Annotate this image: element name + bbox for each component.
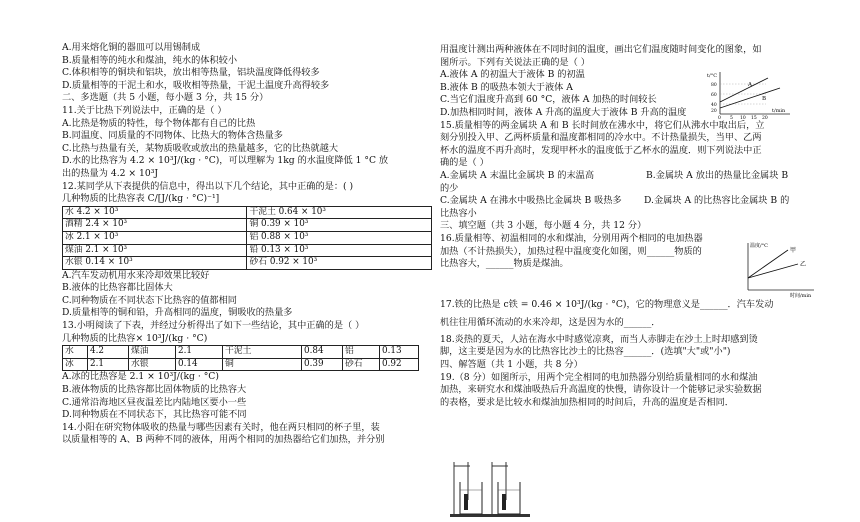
text-line: B.同温度、同质量的不同物体、比热大的物体含热量多 — [62, 130, 283, 142]
left-column — [62, 42, 432, 447]
series-a-line — [720, 78, 768, 102]
text-line: B.质量相等的纯水和煤油，纯水的体积较小 — [62, 54, 238, 66]
question-13: 13.小明阅读了下表，并经过分析得出了如下一些结论，其中正确的是（ ） — [62, 320, 365, 332]
text-line: D.加热相同时间，液体 A 升高的温度大于液体 B 升高的温度 — [440, 106, 687, 118]
text-line: D.质量相等的铜和铅，升高相同的温度，铜吸收的热量多 — [62, 307, 293, 319]
x-tick: 10 — [740, 116, 746, 121]
text-line: C.当它们温度升高到 60 °C，液体 A 加热的时间较长 — [440, 94, 657, 106]
table-cell: 0.92 — [380, 358, 419, 371]
table-row — [63, 257, 432, 270]
text-line: 图所示。下列有关说法正确的是（ ） — [440, 56, 590, 68]
option-row — [440, 195, 822, 208]
text-line: 确的是（ ） — [440, 157, 489, 169]
text-line: 比热容小 — [440, 207, 477, 219]
text-line: C.体积相等的铜块和铝块，放出相等热量，铝块温度降低得较多 — [62, 67, 320, 79]
text-line: B.液体的比热容都比固体大 — [62, 282, 173, 294]
section-heading: 四、解答题（共 1 小题，共 8 分） — [440, 359, 583, 371]
y-tick: 80 — [711, 83, 717, 88]
table-cell: 水银 — [129, 358, 176, 371]
question-12: 12.某同学从下表提供的信息中，得出以下几个结论，其中正确的是：( ) — [62, 180, 354, 192]
table-row — [63, 206, 432, 219]
y-axis-label: 温度/°C — [750, 243, 769, 249]
table-cell: 0.39 — [302, 358, 343, 371]
text-line: D.水的比热容为 4.2 × 10³J/(kg · °C)，可以理解为 1kg 的水温度降低 1 °C 放 — [62, 155, 389, 167]
table-caption: 几种物质的比热容表 C/[J/(kg · °C)⁻¹] — [62, 193, 220, 205]
table-cell: 水 4.2 × 10³ — [63, 206, 247, 219]
y-tick: 20 — [711, 109, 717, 114]
text-line: 的表格，要求是比较水和煤油加热相同的时间后，升高的温度是否相同． — [440, 396, 734, 408]
option-d: D.金属块 A 的比热容比金属块 B 的 — [644, 195, 790, 207]
table-row — [63, 346, 419, 359]
table-cell: 水 — [63, 346, 88, 359]
option-row — [440, 170, 822, 183]
series-yi-line — [748, 264, 798, 278]
series-jia-label: 甲 — [790, 247, 797, 254]
table-cell: 铝 0.88 × 10³ — [247, 231, 432, 244]
series-jia-line — [748, 250, 788, 278]
table-cell: 干泥土 — [223, 346, 302, 359]
table-cell: 铝 — [343, 346, 380, 359]
text-line: B.液体物质的比热容都比固体物质的比热容大 — [62, 384, 247, 396]
question-17: 17.铁的比热是 c铁 = 0.46 × 10³J/(kg · °C)，它的物理意义是______．汽车发动 — [440, 298, 774, 310]
question-19: 19.（8 分）如图所示，用两个完全相同的电加热器分别给质量相同的水和煤油 — [440, 371, 758, 383]
table-cell: 0.14 — [176, 358, 223, 371]
text-line: 杯水的温度不再升高时，发现甲杯水的温度低于乙杯水的温度．则下列说法中正 — [440, 144, 762, 156]
series-a-label: A — [748, 82, 752, 88]
x-tick: 0 — [718, 116, 721, 121]
table-cell: 煤油 2.1 × 10³ — [63, 244, 247, 257]
text-line: 比热容大，______物质是煤油。 — [440, 258, 569, 270]
text-line: 加热，来研究水和煤油吸热后升高温度的快慢，请你设计一个能够记录实验数据 — [440, 384, 762, 396]
text-line: D.质量相等的干泥土和水，吸收相等热量，干泥土温度升高得较多 — [62, 79, 330, 91]
text-line: 出的热量为 4.2 × 10³J — [62, 167, 159, 179]
text-line: 机往往用循环流动的水来冷却，这是因为水的______． — [440, 317, 661, 329]
text-line: A.汽车发动机用水来冷却效果比较好 — [62, 269, 210, 281]
x-tick: 15 — [751, 116, 757, 121]
question-14: 14.小阳在研究物体吸收的热量与哪些因素有关时，他在两只相同的杯子里，装 — [62, 421, 380, 433]
text-line: B.液体 B 的吸热本领大于液体 A — [440, 81, 573, 93]
option-c: C.金属块 A 在沸水中吸热比金属块 B 吸热多 — [440, 195, 622, 207]
y-axis-label: t/°C — [707, 73, 718, 79]
specific-heat-table-2 — [62, 345, 419, 371]
series-yi-label: 乙 — [800, 261, 807, 268]
text-line: A.用来熔化铜的器皿可以用锡制成 — [62, 42, 201, 53]
text-line: 用温度计测出两种液体在不同时间的温度，画出它们温度随时间变化的图象，如 — [440, 44, 762, 55]
table-cell: 煤油 — [129, 346, 176, 359]
table-cell: 铜 — [223, 358, 302, 371]
x-axis-label: 时间/min — [790, 293, 812, 299]
table-cell: 0.84 — [302, 346, 343, 359]
x-tick: 5 — [730, 116, 733, 121]
section-heading: 二、多选题（共 5 小题，每小题 3 分，共 15 分） — [62, 92, 269, 104]
text-line: 刻分别投入甲、乙两杯质量和温度都相同的冷水中。不计热量损失，当甲、乙两 — [440, 132, 762, 144]
text-line: A.比热是物质的特性，每个物体都有自己的比热 — [62, 117, 256, 129]
table-cell: 干泥土 0.64 × 10³ — [247, 206, 432, 219]
table-cell: 2.1 — [88, 358, 129, 371]
text-line: C.同种物质在不同状态下比热容的值都相同 — [62, 294, 237, 306]
text-line: 加热（不计热损失），加热过程中温度变化如图，则______物质的 — [440, 245, 702, 257]
table-cell: 4.2 — [88, 346, 129, 359]
text-line: 的少 — [440, 182, 459, 194]
x-axis-label: t/min — [772, 108, 786, 114]
table-cell: 铜 0.39 × 10³ — [247, 219, 432, 232]
table-cell: 0.13 — [380, 346, 419, 359]
section-heading: 三、填空题（共 3 小题，每小题 4 分，共 12 分） — [440, 220, 647, 232]
temperature-graph-14 — [706, 70, 792, 121]
question-16: 16.质量相等、初温相同的水和煤油，分别用两个相同的电加热器 — [440, 232, 703, 244]
y-tick: 60 — [711, 93, 717, 98]
y-tick: 40 — [711, 103, 717, 108]
question-18: 18.炎热的夏天，人站在海水中时感觉凉爽，而当人赤脚走在沙土上时却感到烫 — [440, 333, 758, 345]
table-cell: 冰 2.1 × 10³ — [63, 231, 247, 244]
option-b: B.金属块 A 放出的热量比金属块 B — [646, 169, 789, 181]
table-cell: 酒精 2.4 × 10³ — [63, 219, 247, 232]
series-b-label: B — [762, 96, 767, 102]
table-row — [63, 231, 432, 244]
text-line: D.同种物质在不同状态下，其比热容可能不同 — [62, 409, 247, 421]
text-line: C.比热与热量有关，某物质吸收或放出的热量越多，它的比热就越大 — [62, 142, 339, 154]
heating-apparatus-figure — [448, 460, 532, 518]
option-a: A.金属块 A 末温比金属块 B 的末温高 — [440, 169, 595, 181]
table-row — [63, 219, 432, 232]
text-line: C.通常沿海地区昼夜温差比内陆地区要小一些 — [62, 396, 247, 408]
table-caption: 几种物质的比热容× 10³J/(kg · °C) — [62, 332, 208, 344]
table-cell: 2.1 — [176, 346, 223, 359]
question-15: 15.质量相等的两金属块 A 和 B 长时间放在沸水中，将它们从沸水中取出后，立 — [440, 119, 765, 131]
table-row — [63, 358, 419, 371]
temperature-graph-16 — [738, 240, 818, 298]
table-cell: 水银 0.14 × 10³ — [63, 257, 247, 270]
x-tick: 20 — [762, 116, 768, 121]
table-row — [63, 244, 432, 257]
table-cell: 砂石 — [343, 358, 380, 371]
table-cell: 铅 0.13 × 10³ — [247, 244, 432, 257]
table-cell: 砂石 0.92 × 10³ — [247, 257, 432, 270]
specific-heat-table-1 — [62, 206, 432, 270]
text-line: 以质量相等的 A、B 两种不同的液体，用两个相同的加热器给它们加热，并分别 — [62, 434, 385, 446]
text-line: A.液体 A 的初温大于液体 B 的初温 — [440, 69, 585, 81]
table-cell: 冰 — [63, 358, 88, 371]
text-line: 脚，这主要是因为水的比热容比沙土的比热容______．(选填"大"或"小") — [440, 346, 731, 358]
question-11: 11.关于比热下列说法中，正确的是（ ） — [62, 104, 227, 116]
text-line: A.冰的比热容是 2.1 × 10³J/(kg · °C) — [62, 371, 219, 383]
